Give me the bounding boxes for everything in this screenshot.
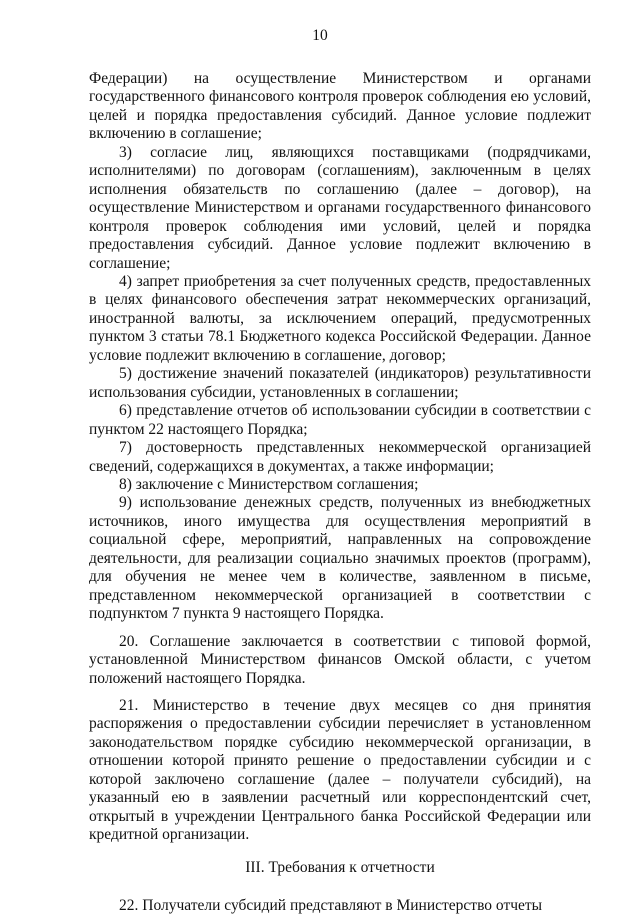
paragraph-item-8: 8) заключение с Министерством соглашения; [119, 475, 419, 493]
paragraph-item-4: 4) запрет приобретения за счет полученных средств, предоставленных в целях финансового обеспечения затрат некоммерческих организаций, иностранной валюты, за исключением операций, предусмотренных пунктом 3 статьи 78.1 Бюджетного кодекса Российской Федерации. Данное условие подлежит включению в соглашение, договор; [89, 272, 591, 364]
paragraph-clause-21: 21. Министерство в течение двух месяцев со дня принятия распоряжения о предоставлении субсидии перечисляет в установленном законодательством порядке субсидию некоммерческой организации, в отношении которой принято решение о предоставлении субсидии и с которой заключено соглашение (далее – получатели субсидий), на указанный ею в заявлении расчетный или корреспондентский счет, открытый в учреждении Центрального банка Российской Федерации или кредитной организации. [89, 696, 591, 844]
paragraph-clause-20: 20. Соглашение заключается в соответствии с типовой формой, установленной Министерством финансов Омской области, с учетом положений настоящего Порядка. [89, 632, 591, 687]
section-heading: III. Требования к отчетности [245, 858, 435, 876]
paragraph-clause-22: 22. Получатели субсидий представляют в Министерство отчеты [119, 897, 543, 915]
paragraph-item-9: 9) использование денежных средств, полученных из внебюджетных источников, иного имущества для осуществления мероприятий в социальной сфере, мероприятий, направленных на сопровождение деятельности, для реализации социально значимых проектов (программ), для обучения не менее чем в количестве, заявленном в письме, представленном некоммерческой организацией в соответствии с подпунктом 7 пункта 9 настоящего Порядка. [89, 494, 591, 623]
paragraph-item-6: 6) представление отчетов об использовании субсидии в соответствии с пунктом 22 настоящего Порядка; [89, 402, 591, 438]
paragraph-item-5: 5) достижение значений показателей (индикаторов) результативности использования субсидии, установленных в соглашении; [89, 365, 591, 401]
page-number: 10 [312, 27, 328, 44]
paragraph-item-3: 3) согласие лиц, являющихся поставщиками (подрядчиками, исполнителями) по договорам (соглашениям), заключенным в целях исполнения обязательств по соглашению (далее – договор), на осуществление Министерством и органами государственного финансового контроля проверок соблюдения ими условий, целей и порядка предоставления субсидий. Данное условие подлежит включению в соглашение; [89, 143, 591, 272]
document-body [89, 70, 591, 915]
paragraph-continuation: Федерации) на осуществление Министерством и органами государственного финансового контроля проверок соблюдения ею условий, целей и порядка предоставления субсидий. Данное условие подлежит включению в соглашение; [89, 70, 591, 143]
paragraph-item-7: 7) достоверность представленных некоммерческой организацией сведений, содержащихся в документах, а также информации; [89, 439, 591, 475]
